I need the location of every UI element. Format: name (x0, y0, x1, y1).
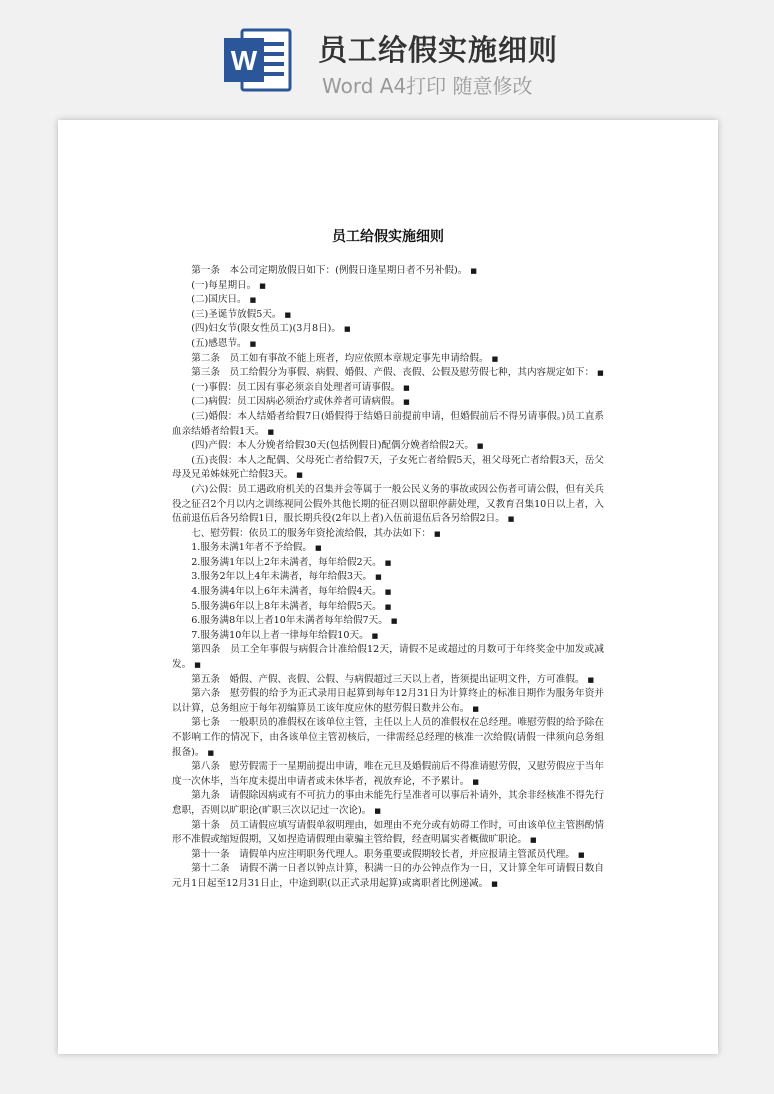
header (0, 0, 774, 118)
paragraph (172, 454, 604, 483)
paragraph-end-mark: ■ (403, 398, 410, 407)
paragraph (172, 381, 604, 396)
word-icon (222, 24, 294, 96)
document-title: 员工给假实施细则 (332, 229, 444, 245)
paragraph-end-mark: ■ (577, 850, 585, 859)
paragraph (172, 556, 604, 571)
paragraph-end-mark: ■ (470, 267, 477, 275)
paragraph (172, 585, 604, 600)
paragraph-text: (四)妇女节(限女性员工)(3月8日)。 (191, 323, 341, 335)
paragraph-end-mark: ■ (259, 281, 266, 290)
word-logo-letter: W (230, 45, 258, 76)
paragraph (172, 600, 604, 615)
paragraph-text: (三)婚假：本人结婚者给假7日(婚假得于结婚日前提前申请，但婚假前后不得另请事假。)员工直系血亲结婚者给假1天。 (172, 410, 604, 437)
paragraph (172, 395, 604, 410)
paragraph-end-mark: ■ (249, 296, 257, 305)
paragraph-text: 第十二条 请假不满一日者以钟点计算，积满一日的办公钟点作为一日，又计算全年可请假日数自元月1日起至12月31日止，中途到职(以正式录用起算)或离职者比例递减。 (172, 863, 604, 889)
paragraph-text: 第一条 本公司定期放假日如下：(例假日逢星期日者不另补假)。 (191, 265, 468, 276)
paragraph-text: (二)病假：员工因病必须治疗或休养者可请病假。 (191, 396, 401, 408)
paragraph-text: 7.服务满10年以上者一律每年给假10天。 (191, 629, 369, 641)
paragraph (172, 819, 604, 848)
paragraph (172, 308, 604, 323)
paragraph-end-mark: ■ (384, 558, 392, 567)
paragraph (172, 279, 604, 294)
paragraph (172, 366, 604, 381)
header-subtitle: Word A4打印 随意修改 (322, 74, 533, 98)
paragraph-end-mark: ■ (284, 310, 292, 319)
paragraph-text: 第六条 慰劳假的给予为正式录用日起算到每年12月31日为计算终止的标准日期作为服务年资并以计算，总务组应于每年初编算员工该年度应休的慰劳假日数并公布。 (172, 688, 604, 714)
paragraph-end-mark: ■ (343, 325, 351, 334)
paragraph-end-mark: ■ (434, 529, 441, 538)
paragraph (172, 789, 604, 818)
paragraph (172, 483, 604, 527)
paragraph-end-mark: ■ (472, 704, 480, 713)
paragraph-end-mark: ■ (476, 442, 484, 451)
paragraph-end-mark: ■ (491, 879, 498, 888)
paragraph-end-mark: ■ (384, 588, 392, 597)
document-page (58, 120, 718, 1054)
paragraph-text: 6.服务满8年以上者10年未满者每年给假7天。 (191, 615, 388, 627)
paragraph (172, 862, 604, 891)
paragraph-text: (五)丧假：本人之配偶、父母死亡者给假7天，子女死亡者给假5天，祖父母死亡者给假3天，岳父母及兄弟姊妹死亡给假3天。 (172, 454, 604, 481)
paragraph (172, 760, 604, 789)
paragraph-text: 第九条 请假除因病或有不可抗力的事由未能先行呈准者可以事后补请外，其余非经核准不得先行怠职，否则以旷职论(旷职三次以记过一次论)。 (172, 790, 604, 816)
paragraph (172, 570, 604, 585)
paragraph-text: 4.服务满4年以上6年未满者，每年给假4天。 (191, 586, 382, 598)
paragraph-text: 第七条 一般职员的准假权在该单位主管，主任以上人员的准假权在总经理。唯慰劳假的给予除在不影响工作的情况下，由各该单位主管初核后，一律需经总经理的核准一次给假(请假一律须向总务组报备)。 (172, 717, 604, 758)
paragraph-end-mark: ■ (267, 427, 275, 436)
paragraph-text: 5.服务满6年以上8年未满者，每年给假5天。 (191, 600, 382, 612)
paragraph-text: (三)圣诞节放假5天。 (191, 308, 282, 320)
paragraph-text: 第五条 婚假、产假、丧假、公假、与病假超过三天以上者，皆须提出证明文件，方可准假。 (191, 673, 585, 685)
paragraph-text: 第十一条 请假单内应注明职务代理人。职务重要或假期较长者，并应报请主管派员代理。 (191, 848, 575, 860)
paragraph-end-mark: ■ (529, 836, 537, 845)
paragraph-end-mark: ■ (375, 573, 382, 582)
paragraph-end-mark: ■ (249, 339, 257, 348)
paragraph-text: 第十条 员工请假应填写请假单叙明理由，如理由不充分或有妨碍工作时，可由该单位主管斟酌情形不准假或缩短假期，又如捏造请假理由蒙骗主管给假，经查明属实者概做旷职论。 (172, 819, 604, 846)
paragraph-text: 第八条 慰劳假需于一星期前提出申请，唯在元旦及婚假前后不得准请慰劳假，又慰劳假应于当年度一次休毕，当年度未提出申请者或未休毕者，视放弃论，不予累计。 (172, 761, 604, 787)
paragraph-text: 第四条 员工全年事假与病假合计准给假12天，请假不足或超过的月数可于年终奖金中加发或减发。 (172, 644, 604, 671)
paragraph-text: (五)感恩节。 (191, 337, 247, 349)
paragraph-text: (六)公假：员工遇政府机关的召集并会等属于一般公民义务的事故或因公伤者可请公假，但有关兵役之征召2个月以内之训练视同公假外其他长期的征召则以留职停薪处理，又教育召集10日以上者，入伍前退伍后各另给假1日，服长期兵役(2年以上者)入伍前退伍后各另给假2日。 (172, 483, 604, 525)
paragraph (172, 687, 604, 716)
paragraph-end-mark: ■ (390, 617, 398, 626)
paragraph-end-mark: ■ (491, 354, 499, 363)
paragraph-end-mark: ■ (314, 544, 322, 553)
paragraph (172, 541, 604, 556)
document-body (172, 264, 604, 892)
paragraph (172, 716, 604, 760)
paragraph-text: 第二条 员工如有事故不能上班者，均应依照本章规定事先申请给假。 (191, 352, 489, 364)
paragraph-end-mark: ■ (207, 748, 215, 757)
paragraph-text: (四)产假：本人分娩者给假30天(包括例假日)配偶分娩者给假2天。 (191, 440, 474, 452)
paragraph-end-mark: ■ (472, 777, 480, 786)
paragraph-end-mark: ■ (587, 675, 595, 684)
paragraph-end-mark: ■ (374, 806, 381, 815)
paragraph (172, 337, 604, 352)
paragraph-text: (二)国庆日。 (191, 294, 247, 306)
paragraph (172, 848, 604, 863)
paragraph (172, 410, 604, 439)
paragraph (172, 264, 604, 279)
paragraph (172, 352, 604, 367)
paragraph (172, 527, 604, 542)
paragraph-end-mark: ■ (507, 515, 515, 524)
paragraph-text: 3.服务2年以上4年未满者，每年给假3天。 (191, 571, 373, 583)
paragraph (172, 322, 604, 337)
paragraph-end-mark: ■ (371, 631, 379, 640)
paragraph-end-mark: ■ (194, 661, 201, 670)
paragraph-text: 2.服务满1年以上2年未满者，每年给假2天。 (191, 556, 382, 568)
paragraph-text: (一)事假：员工因有事必须亲自处理者可请事假。 (191, 381, 401, 393)
paragraph-end-mark: ■ (296, 471, 303, 480)
paragraph (172, 629, 604, 644)
paragraph (172, 614, 604, 629)
header-title: 员工给假实施细则 (318, 33, 559, 67)
paragraph-end-mark: ■ (403, 383, 410, 392)
paragraph-text: 七、慰劳假：依员工的服务年资抡流给假，其办法如下： (191, 527, 432, 539)
paragraph-text: 第三条 员工给假分为事假、病假、婚假、产假、丧假、公假及慰劳假七种，其内容规定如下： (191, 367, 595, 379)
paragraph (172, 643, 604, 672)
paragraph-text: (一)每星期日。 (191, 279, 257, 291)
paragraph-end-mark: ■ (597, 369, 604, 378)
paragraph (172, 439, 604, 454)
paragraph (172, 673, 604, 688)
paragraph-text: 1.服务未满1年者不予给假。 (191, 542, 312, 554)
paragraph-end-mark: ■ (384, 602, 392, 611)
paragraph (172, 293, 604, 308)
